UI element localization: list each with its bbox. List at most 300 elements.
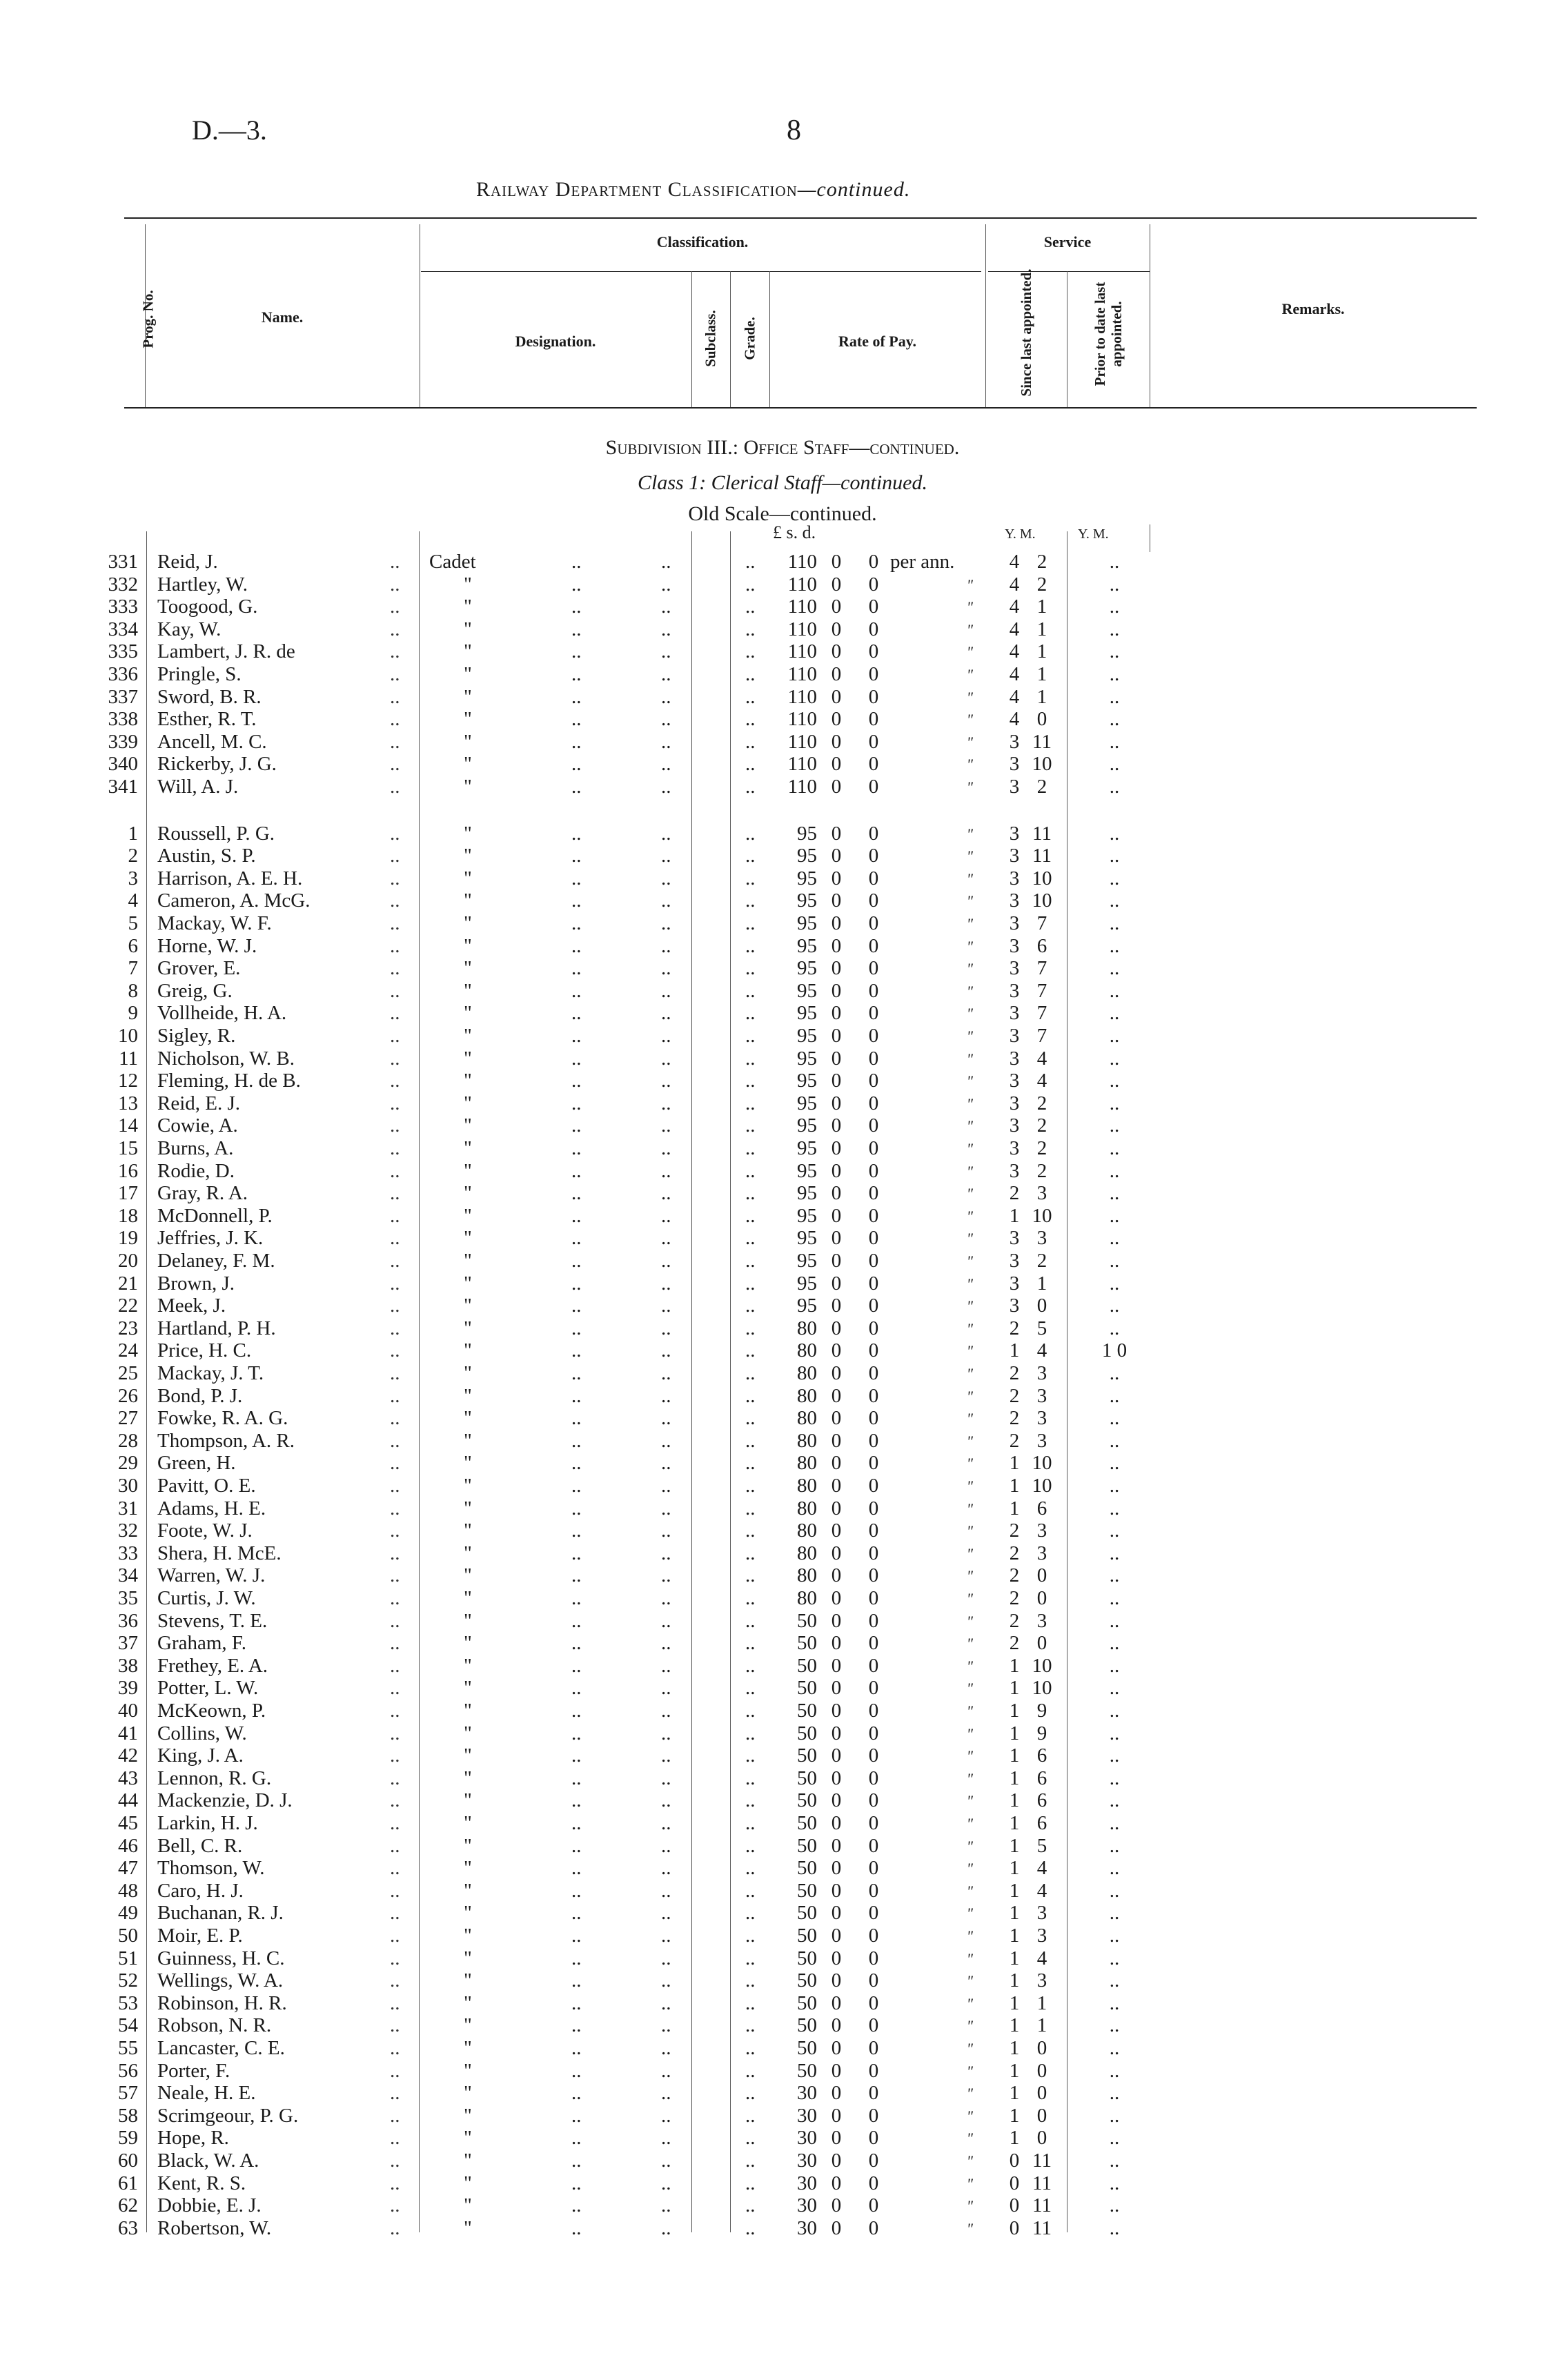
prior-service: .. xyxy=(1109,2014,1120,2037)
pay-shillings: 0 xyxy=(831,957,842,980)
service-months: 9 xyxy=(1036,1722,1047,1744)
prog-no: 7 xyxy=(128,957,138,980)
service-years: 1 xyxy=(1009,2082,1020,2105)
pay-pence: 0 xyxy=(868,1564,879,1587)
leader-dots: .. xyxy=(745,1070,756,1092)
leader-dots: .. xyxy=(661,1879,671,1902)
pay-period: " xyxy=(966,756,973,774)
designation: " xyxy=(464,1609,472,1632)
leader-dots: .. xyxy=(571,1204,582,1227)
prog-no: 5 xyxy=(128,912,138,934)
prior-service: .. xyxy=(1109,640,1120,663)
designation: " xyxy=(464,867,472,889)
header-subclass: Subclass. xyxy=(702,310,719,367)
pay-period: " xyxy=(966,1522,973,1540)
pay-period: " xyxy=(966,1905,973,1922)
service-months: 6 xyxy=(1036,1812,1047,1834)
pay-pounds: 50 xyxy=(797,1925,817,1947)
leader-dots: .. xyxy=(661,1542,671,1564)
leader-dots: .. xyxy=(571,1475,582,1497)
leader-dots: .. xyxy=(390,1339,400,1362)
service-months: 10 xyxy=(1032,867,1052,889)
pay-pence: 0 xyxy=(868,1429,879,1452)
prior-service: .. xyxy=(1109,2037,1120,2059)
pay-shillings: 0 xyxy=(831,2104,842,2127)
header-prior-to-date: Prior to date last appointed. xyxy=(1092,282,1125,386)
person-name: Shera, H. McE. xyxy=(157,1542,282,1564)
header-top-rule xyxy=(124,217,1477,219)
service-months: 4 xyxy=(1036,1047,1047,1070)
pay-period: " xyxy=(966,1094,973,1112)
designation: " xyxy=(464,1677,472,1700)
leader-dots: .. xyxy=(661,1407,671,1430)
prog-no: 45 xyxy=(118,1812,138,1834)
leader-dots: .. xyxy=(571,1700,582,1722)
leader-dots: .. xyxy=(390,1295,400,1317)
service-months: 1 xyxy=(1036,640,1047,663)
person-name: Sigley, R. xyxy=(157,1025,236,1047)
designation: " xyxy=(464,1654,472,1677)
designation: " xyxy=(464,1991,472,2014)
leader-dots: .. xyxy=(745,730,756,753)
leader-dots: .. xyxy=(390,1969,400,1992)
leader-dots: .. xyxy=(571,957,582,980)
leader-dots: .. xyxy=(571,912,582,934)
prog-no: 58 xyxy=(118,2104,138,2127)
pay-shillings: 0 xyxy=(831,596,842,618)
pay-pounds: 80 xyxy=(797,1362,817,1384)
service-years: 1 xyxy=(1009,1204,1020,1227)
pay-period: " xyxy=(966,892,973,910)
pay-period: " xyxy=(966,733,973,751)
service-years: 3 xyxy=(1009,867,1020,889)
pay-pence: 0 xyxy=(868,957,879,980)
pay-pence: 0 xyxy=(868,596,879,618)
service-years: 1 xyxy=(1009,1991,1020,2014)
designation: " xyxy=(464,1902,472,1925)
designation: " xyxy=(464,1564,472,1587)
pay-shillings: 0 xyxy=(831,1834,842,1857)
pay-pounds: 80 xyxy=(797,1339,817,1362)
pay-period: " xyxy=(966,1005,973,1023)
pay-pounds: 95 xyxy=(797,845,817,867)
service-years: 2 xyxy=(1009,1429,1020,1452)
service-months: 4 xyxy=(1036,1339,1047,1362)
person-name: Nicholson, W. B. xyxy=(157,1047,295,1070)
prior-service: .. xyxy=(1109,2059,1120,2082)
person-name: Price, H. C. xyxy=(157,1339,252,1362)
service-months: 10 xyxy=(1032,753,1052,776)
leader-dots: .. xyxy=(390,2082,400,2105)
person-name: Robson, N. R. xyxy=(157,2014,272,2037)
person-name: Delaney, F. M. xyxy=(157,1250,275,1272)
service-years: 1 xyxy=(1009,1857,1020,1880)
designation: " xyxy=(464,2216,472,2239)
prior-service: .. xyxy=(1109,551,1120,573)
leader-dots: .. xyxy=(390,822,400,845)
leader-dots: .. xyxy=(661,934,671,957)
designation: " xyxy=(464,708,472,731)
service-months: 2 xyxy=(1036,1092,1047,1114)
service-months: 7 xyxy=(1036,957,1047,980)
leader-dots: .. xyxy=(661,867,671,889)
leader-dots: .. xyxy=(661,730,671,753)
leader-dots: .. xyxy=(661,2194,671,2217)
leader-dots: .. xyxy=(571,551,582,573)
pay-period: " xyxy=(966,711,973,729)
leader-dots: .. xyxy=(571,1452,582,1475)
pay-shillings: 0 xyxy=(831,1204,842,1227)
leader-dots: .. xyxy=(571,1812,582,1834)
pay-pence: 0 xyxy=(868,1722,879,1744)
service-months: 10 xyxy=(1032,1654,1052,1677)
prior-service: .. xyxy=(1109,1564,1120,1587)
leader-dots: .. xyxy=(661,1812,671,1834)
pay-period: " xyxy=(966,2085,973,2103)
leader-dots: .. xyxy=(661,2150,671,2172)
prog-no: 17 xyxy=(118,1182,138,1205)
person-name: Curtis, J. W. xyxy=(157,1587,256,1609)
prior-service: .. xyxy=(1109,1767,1120,1789)
pay-pounds: 30 xyxy=(797,2172,817,2194)
service-months: 1 xyxy=(1036,685,1047,708)
pay-shillings: 0 xyxy=(831,708,842,731)
pay-period: " xyxy=(966,1499,973,1517)
pay-pounds: 95 xyxy=(797,979,817,1002)
prog-no: 32 xyxy=(118,1520,138,1542)
leader-dots: .. xyxy=(571,1609,582,1632)
leader-dots: .. xyxy=(390,1025,400,1047)
pay-shillings: 0 xyxy=(831,730,842,753)
leader-dots: .. xyxy=(571,730,582,753)
prog-no: 26 xyxy=(118,1384,138,1407)
pay-pounds: 50 xyxy=(797,1609,817,1632)
leader-dots: .. xyxy=(571,1834,582,1857)
person-name: Robertson, W. xyxy=(157,2216,272,2239)
pay-period: " xyxy=(966,2197,973,2215)
pay-period: " xyxy=(966,2040,973,2057)
pay-pounds: 50 xyxy=(797,1991,817,2014)
leader-dots: .. xyxy=(661,1002,671,1025)
pay-shillings: 0 xyxy=(831,551,842,573)
leader-dots: .. xyxy=(661,1700,671,1722)
pay-period: " xyxy=(966,1792,973,1810)
service-years: 1 xyxy=(1009,2127,1020,2150)
leader-dots: .. xyxy=(745,1587,756,1609)
service-months: 10 xyxy=(1032,1204,1052,1227)
prior-service: .. xyxy=(1109,1834,1120,1857)
leader-dots: .. xyxy=(745,1159,756,1182)
leader-dots: .. xyxy=(745,1520,756,1542)
leader-dots: .. xyxy=(571,2059,582,2082)
leader-dots: .. xyxy=(745,2037,756,2059)
header-prog-no: Prog. No. xyxy=(139,290,157,348)
person-name: King, J. A. xyxy=(157,1744,244,1767)
prior-service: .. xyxy=(1109,1182,1120,1205)
person-name: Robinson, H. R. xyxy=(157,1991,287,2014)
designation: " xyxy=(464,1834,472,1857)
service-months: 6 xyxy=(1036,1767,1047,1789)
leader-dots: .. xyxy=(571,1137,582,1159)
pay-pounds: 95 xyxy=(797,1070,817,1092)
pay-period: " xyxy=(966,1882,973,1900)
pay-units: £ s. d. xyxy=(773,522,816,542)
pay-shillings: 0 xyxy=(831,663,842,685)
prior-service: .. xyxy=(1109,2104,1120,2127)
prior-service: .. xyxy=(1109,1159,1120,1182)
leader-dots: .. xyxy=(390,1407,400,1430)
designation: " xyxy=(464,1092,472,1114)
pay-period: " xyxy=(966,598,973,616)
service-months: 0 xyxy=(1036,1295,1047,1317)
pay-pounds: 80 xyxy=(797,1384,817,1407)
pay-pence: 0 xyxy=(868,2037,879,2059)
pay-pounds: 50 xyxy=(797,1947,817,1969)
service-years: 0 xyxy=(1009,2216,1020,2239)
prog-no: 336 xyxy=(108,663,138,685)
designation: " xyxy=(464,1744,472,1767)
person-name: Frethey, E. A. xyxy=(157,1654,268,1677)
service-months: 6 xyxy=(1036,1789,1047,1812)
pay-period: " xyxy=(966,1342,973,1360)
leader-dots: .. xyxy=(745,1204,756,1227)
prior-service: .. xyxy=(1109,1137,1120,1159)
service-months: 3 xyxy=(1036,1384,1047,1407)
pay-pounds: 50 xyxy=(797,1879,817,1902)
service-months: 11 xyxy=(1032,2150,1052,2172)
leader-dots: .. xyxy=(390,1587,400,1609)
pay-pence: 0 xyxy=(868,1002,879,1025)
service-years: 1 xyxy=(1009,2014,1020,2037)
prog-no: 40 xyxy=(118,1700,138,1722)
prior-service: .. xyxy=(1109,979,1120,1002)
prog-no: 48 xyxy=(118,1879,138,1902)
pay-pounds: 30 xyxy=(797,2216,817,2239)
pay-shillings: 0 xyxy=(831,1767,842,1789)
pay-pence: 0 xyxy=(868,1991,879,2014)
person-name: Burns, A. xyxy=(157,1137,234,1159)
prior-service: .. xyxy=(1109,1070,1120,1092)
prog-no: 49 xyxy=(118,1902,138,1925)
leader-dots: .. xyxy=(571,1744,582,1767)
pay-pounds: 50 xyxy=(797,1632,817,1655)
service-years: 4 xyxy=(1009,663,1020,685)
prog-no: 30 xyxy=(118,1475,138,1497)
leader-dots: .. xyxy=(571,1362,582,1384)
leader-dots: .. xyxy=(571,1925,582,1947)
leader-dots: .. xyxy=(390,1700,400,1722)
prior-service: .. xyxy=(1109,1542,1120,1564)
designation: " xyxy=(464,2172,472,2194)
leader-dots: .. xyxy=(745,1677,756,1700)
service-months: 0 xyxy=(1036,2082,1047,2105)
leader-dots: .. xyxy=(390,2014,400,2037)
pay-pounds: 110 xyxy=(787,753,817,776)
person-name: Rickerby, J. G. xyxy=(157,753,277,776)
prog-no: 59 xyxy=(118,2127,138,2150)
leader-dots: .. xyxy=(745,685,756,708)
document-reference: D.—3. xyxy=(192,115,267,146)
prog-no: 337 xyxy=(108,685,138,708)
service-months: 3 xyxy=(1036,1362,1047,1384)
service-years: 4 xyxy=(1009,551,1020,573)
leader-dots: .. xyxy=(745,640,756,663)
pay-pence: 0 xyxy=(868,730,879,753)
designation: " xyxy=(464,1857,472,1880)
service-years: 3 xyxy=(1009,957,1020,980)
prior-service: .. xyxy=(1109,1857,1120,1880)
leader-dots: .. xyxy=(571,1564,582,1587)
pay-shillings: 0 xyxy=(831,1002,842,1025)
pay-shillings: 0 xyxy=(831,1744,842,1767)
service-years: 3 xyxy=(1009,1250,1020,1272)
leader-dots: .. xyxy=(745,934,756,957)
service-years: 2 xyxy=(1009,1182,1020,1205)
leader-dots: .. xyxy=(661,2014,671,2037)
header-designation: Designation. xyxy=(515,333,596,350)
leader-dots: .. xyxy=(390,776,400,798)
leader-dots: .. xyxy=(390,912,400,934)
pay-shillings: 0 xyxy=(831,685,842,708)
pay-pounds: 95 xyxy=(797,1159,817,1182)
pay-period: " xyxy=(966,778,973,796)
service-years: 3 xyxy=(1009,1025,1020,1047)
prior-service: .. xyxy=(1109,1654,1120,1677)
pay-pence: 0 xyxy=(868,1497,879,1520)
person-name: Mackay, J. T. xyxy=(157,1362,264,1384)
leader-dots: .. xyxy=(745,2172,756,2194)
leader-dots: .. xyxy=(661,1834,671,1857)
pay-shillings: 0 xyxy=(831,1092,842,1114)
pay-period: " xyxy=(966,1027,973,1045)
pay-pence: 0 xyxy=(868,1384,879,1407)
leader-dots: .. xyxy=(745,1092,756,1114)
leader-dots: .. xyxy=(661,1429,671,1452)
leader-dots: .. xyxy=(390,1384,400,1407)
prog-no: 37 xyxy=(118,1632,138,1655)
service-months: 11 xyxy=(1032,730,1052,753)
prior-service: .. xyxy=(1109,2194,1120,2217)
leader-dots: .. xyxy=(745,1564,756,1587)
pay-shillings: 0 xyxy=(831,1250,842,1272)
prior-units: Y. M. xyxy=(1078,527,1109,542)
pay-pounds: 110 xyxy=(787,663,817,685)
leader-dots: .. xyxy=(390,957,400,980)
person-name: Jeffries, J. K. xyxy=(157,1227,264,1250)
leader-dots: .. xyxy=(661,2059,671,2082)
body-rule xyxy=(419,531,420,2232)
service-years: 2 xyxy=(1009,1632,1020,1655)
leader-dots: .. xyxy=(745,1475,756,1497)
person-name: Rodie, D. xyxy=(157,1159,235,1182)
pay-pounds: 30 xyxy=(797,2127,817,2150)
prog-no: 43 xyxy=(118,1767,138,1789)
leader-dots: .. xyxy=(661,1452,671,1475)
pay-pence: 0 xyxy=(868,889,879,912)
leader-dots: .. xyxy=(571,867,582,889)
prog-no: 331 xyxy=(108,551,138,573)
pay-pence: 0 xyxy=(868,1677,879,1700)
person-name: Pavitt, O. E. xyxy=(157,1475,256,1497)
designation: " xyxy=(464,1250,472,1272)
person-name: Green, H. xyxy=(157,1452,236,1475)
prog-no: 57 xyxy=(118,2082,138,2105)
leader-dots: .. xyxy=(571,1092,582,1114)
leader-dots: .. xyxy=(390,1429,400,1452)
designation: " xyxy=(464,1362,472,1384)
service-months: 0 xyxy=(1036,1564,1047,1587)
pay-pounds: 50 xyxy=(797,1654,817,1677)
pay-pounds: 95 xyxy=(797,867,817,889)
pay-period: " xyxy=(966,1387,973,1405)
leader-dots: .. xyxy=(390,640,400,663)
prog-no: 4 xyxy=(128,889,138,912)
pay-period: " xyxy=(966,1994,973,2012)
pay-pounds: 95 xyxy=(797,1137,817,1159)
leader-dots: .. xyxy=(745,573,756,596)
pay-period: " xyxy=(966,825,973,843)
leader-dots: .. xyxy=(661,685,671,708)
leader-dots: .. xyxy=(571,1857,582,1880)
prog-no: 62 xyxy=(118,2194,138,2217)
pay-pounds: 110 xyxy=(787,551,817,573)
leader-dots: .. xyxy=(745,1317,756,1339)
pay-pence: 0 xyxy=(868,1789,879,1812)
leader-dots: .. xyxy=(661,1857,671,1880)
service-years: 1 xyxy=(1009,1654,1020,1677)
prog-no: 338 xyxy=(108,708,138,731)
pay-shillings: 0 xyxy=(831,1654,842,1677)
pay-pounds: 95 xyxy=(797,1204,817,1227)
prog-no: 29 xyxy=(118,1452,138,1475)
person-name: Lambert, J. R. de xyxy=(157,640,295,663)
service-months: 5 xyxy=(1036,1834,1047,1857)
pay-period: " xyxy=(966,869,973,887)
designation: " xyxy=(464,1227,472,1250)
person-name: Hope, R. xyxy=(157,2127,229,2150)
prior-service: .. xyxy=(1109,1475,1120,1497)
prior-service: .. xyxy=(1109,889,1120,912)
leader-dots: .. xyxy=(571,1632,582,1655)
pay-pence: 0 xyxy=(868,1609,879,1632)
prior-service: .. xyxy=(1109,1744,1120,1767)
prior-service: 1 0 xyxy=(1101,1339,1128,1362)
pay-pence: 0 xyxy=(868,2104,879,2127)
leader-dots: .. xyxy=(661,1991,671,2014)
title-main: Railway Department Classification xyxy=(476,178,798,201)
service-years: 4 xyxy=(1009,640,1020,663)
prog-no: 334 xyxy=(108,618,138,640)
leader-dots: .. xyxy=(745,663,756,685)
leader-dots: .. xyxy=(745,1767,756,1789)
prog-no: 20 xyxy=(118,1250,138,1272)
pay-pounds: 80 xyxy=(797,1475,817,1497)
person-name: Esther, R. T. xyxy=(157,708,257,731)
prog-no: 3 xyxy=(128,867,138,889)
pay-shillings: 0 xyxy=(831,1857,842,1880)
prog-no: 2 xyxy=(128,845,138,867)
leader-dots: .. xyxy=(661,957,671,980)
service-months: 2 xyxy=(1036,1250,1047,1272)
pay-period: " xyxy=(966,643,973,661)
pay-shillings: 0 xyxy=(831,1407,842,1430)
pay-pence: 0 xyxy=(868,1025,879,1047)
pay-shillings: 0 xyxy=(831,1587,842,1609)
designation: " xyxy=(464,1137,472,1159)
leader-dots: .. xyxy=(390,2172,400,2194)
leader-dots: .. xyxy=(745,1722,756,1744)
leader-dots: .. xyxy=(661,1182,671,1205)
